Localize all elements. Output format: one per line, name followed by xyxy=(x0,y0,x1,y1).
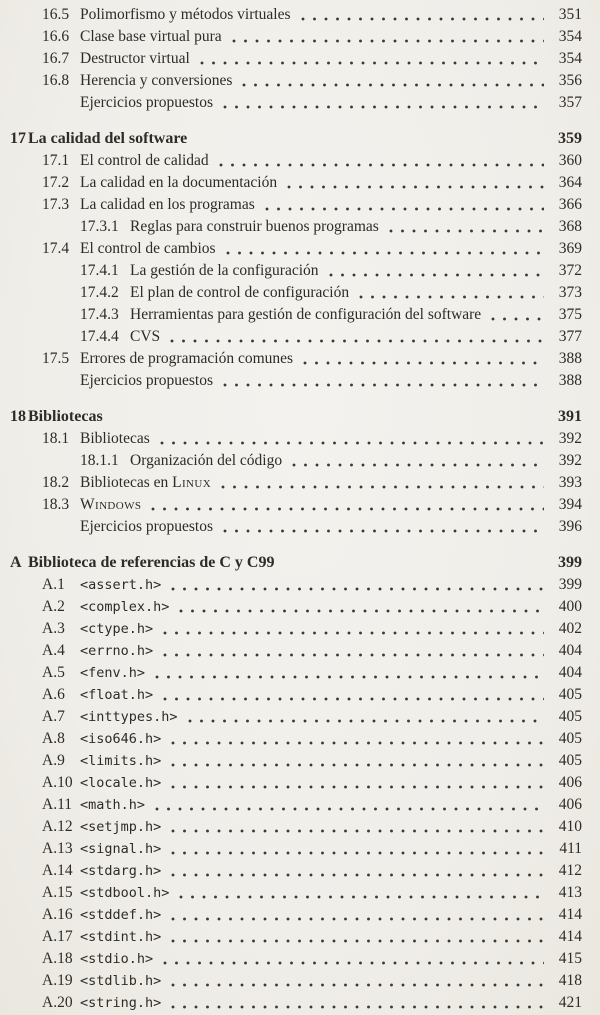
entry-page-number: 406 xyxy=(558,774,582,791)
dot-leader xyxy=(169,772,544,794)
toc-entry-row xyxy=(0,494,582,516)
entry-title-part: Ejercicios propuestos xyxy=(80,372,214,389)
entry-title xyxy=(80,472,211,494)
entry-title-part: Ejercicios propuestos xyxy=(80,518,214,535)
toc-entry-row xyxy=(0,860,582,882)
entry-number: A.13 xyxy=(42,840,73,857)
spacer xyxy=(195,128,544,150)
toc-entry-row xyxy=(0,772,582,794)
entry-page-number: 369 xyxy=(558,240,582,257)
toc-entry-row xyxy=(0,662,582,684)
dot-leader xyxy=(240,70,544,92)
entry-number: A.17 xyxy=(42,928,73,945)
entry-page-number: 414 xyxy=(558,906,582,923)
entry-number: 17.1 xyxy=(42,152,70,169)
entry-number: A.4 xyxy=(42,642,65,659)
entry-number: A.19 xyxy=(42,972,73,989)
entry-title-part: Linux xyxy=(172,474,212,491)
entry-title-part: Herramientas para gestión de configuración del software xyxy=(130,306,482,323)
toc-entry-row xyxy=(0,970,582,992)
chapter-page-number: 399 xyxy=(558,554,582,571)
entry-title xyxy=(80,640,153,662)
dot-leader xyxy=(161,948,544,970)
entry-title-part: <ctype.h> xyxy=(80,621,154,637)
entry-number: 16.6 xyxy=(42,28,70,45)
entry-page-number: 354 xyxy=(558,50,582,67)
entry-number: A.7 xyxy=(42,708,65,725)
chapter-page-number: 391 xyxy=(558,408,582,425)
entry-page-number: 388 xyxy=(558,372,582,389)
entry-page-number: 360 xyxy=(558,152,582,169)
toc-entry-row xyxy=(0,92,582,114)
entry-title-part: Herencia y conversiones xyxy=(80,72,233,89)
entry-page-number: 404 xyxy=(558,664,582,681)
chapter-number: 18 xyxy=(10,408,26,425)
entry-title xyxy=(80,70,232,92)
entry-page-number: 354 xyxy=(558,28,582,45)
toc-entry-row xyxy=(0,640,582,662)
entry-number: 16.8 xyxy=(42,72,70,89)
entry-page-number: 404 xyxy=(558,642,582,659)
entry-title-part: Destructor virtual xyxy=(80,50,190,67)
dot-leader xyxy=(387,216,544,238)
dot-leader xyxy=(169,838,544,860)
dot-leader xyxy=(177,882,544,904)
toc-entry-row xyxy=(0,326,582,348)
entry-page-number: 411 xyxy=(559,840,582,857)
entry-number: 17.2 xyxy=(42,174,70,191)
chapter-number: A xyxy=(10,554,22,571)
entry-number: 18.1 xyxy=(42,430,70,447)
entry-title-part: <iso646.h> xyxy=(80,731,162,747)
dot-leader xyxy=(169,816,544,838)
entry-title-part: <locale.h> xyxy=(80,775,162,791)
dot-leader xyxy=(169,750,544,772)
entry-title-part: El control de calidad xyxy=(80,152,209,169)
dot-leader xyxy=(169,904,544,926)
dot-leader xyxy=(221,370,544,392)
entry-number: A.2 xyxy=(42,598,65,615)
entry-page-number: 399 xyxy=(558,576,582,593)
entry-title xyxy=(80,4,291,26)
entry-title xyxy=(80,172,277,194)
entry-number: A.12 xyxy=(42,818,73,835)
toc-chapter-row xyxy=(0,128,582,150)
entry-number: 18.3 xyxy=(42,496,70,513)
dot-leader xyxy=(221,92,544,114)
dot-leader xyxy=(290,450,544,472)
entry-title xyxy=(80,926,161,948)
toc-entry-row xyxy=(0,238,582,260)
entry-title xyxy=(80,150,209,172)
entry-number: A.9 xyxy=(42,752,65,769)
entry-page-number: 368 xyxy=(558,218,582,235)
entry-title xyxy=(80,948,153,970)
toc-entry-row xyxy=(0,794,582,816)
entry-title xyxy=(130,326,160,348)
entry-title-part: <string.h> xyxy=(80,995,162,1011)
toc-entry-row xyxy=(0,370,582,392)
toc-entry-row xyxy=(0,4,582,26)
dot-leader xyxy=(357,282,544,304)
entry-title xyxy=(130,282,349,304)
entry-page-number: 393 xyxy=(558,474,582,491)
entry-title xyxy=(80,494,141,516)
dot-leader xyxy=(299,4,544,26)
dot-leader xyxy=(161,618,544,640)
entry-page-number: 388 xyxy=(558,350,582,367)
entry-title-part: <stdarg.h> xyxy=(80,863,162,879)
entry-title xyxy=(80,970,161,992)
chapter-page-number: 359 xyxy=(558,130,582,147)
dot-leader xyxy=(169,992,544,1014)
entry-title-part: <setjmp.h> xyxy=(80,819,162,835)
entry-title xyxy=(80,618,153,640)
entry-title-part: Bibliotecas xyxy=(80,430,150,447)
entry-number: A.6 xyxy=(42,686,65,703)
entry-title xyxy=(80,194,255,216)
entry-number: 18.1.1 xyxy=(80,452,119,469)
entry-page-number: 356 xyxy=(558,72,582,89)
dot-leader xyxy=(153,662,544,684)
entry-title xyxy=(80,516,213,538)
entry-title-part: <stddef.h> xyxy=(80,907,162,923)
entry-title xyxy=(80,574,161,596)
toc-entry-row xyxy=(0,304,582,326)
entry-number: 17.3.1 xyxy=(80,218,119,235)
dot-leader xyxy=(169,926,544,948)
entry-page-number: 373 xyxy=(558,284,582,301)
entry-number: 17.4.2 xyxy=(80,284,119,301)
entry-title-part: Clase base virtual pura xyxy=(80,28,222,45)
entry-title xyxy=(80,904,161,926)
entry-title xyxy=(80,684,153,706)
toc-entry-row xyxy=(0,450,582,472)
toc-entry-row xyxy=(0,260,582,282)
toc xyxy=(0,4,582,1014)
entry-title xyxy=(80,596,169,618)
toc-entry-row xyxy=(0,70,582,92)
entry-page-number: 402 xyxy=(558,620,582,637)
entry-title xyxy=(80,728,161,750)
toc-entry-row xyxy=(0,816,582,838)
chapter-title: La calidad del software xyxy=(28,130,188,147)
entry-title-part: <math.h> xyxy=(80,797,146,813)
toc-entry-row xyxy=(0,728,582,750)
entry-title-part: <errno.h> xyxy=(80,643,154,659)
entry-title xyxy=(80,428,150,450)
entry-page-number: 372 xyxy=(558,262,582,279)
entry-page-number: 351 xyxy=(558,6,582,23)
entry-title xyxy=(130,216,379,238)
entry-page-number: 405 xyxy=(558,686,582,703)
entry-page-number: 375 xyxy=(558,306,582,323)
entry-title xyxy=(80,370,213,392)
toc-entry-row xyxy=(0,684,582,706)
entry-title-part: <complex.h> xyxy=(80,599,170,615)
entry-title xyxy=(80,838,161,860)
entry-page-number: 394 xyxy=(558,496,582,513)
entry-title-part: CVS xyxy=(130,328,161,345)
entry-title-part: <stdlib.h> xyxy=(80,973,162,989)
entry-number: 17.4 xyxy=(42,240,70,257)
entry-title-part: <float.h> xyxy=(80,687,154,703)
entry-title xyxy=(80,48,190,70)
entry-page-number: 421 xyxy=(558,994,582,1011)
entry-number: A.14 xyxy=(42,862,73,879)
entry-page-number: 400 xyxy=(558,598,582,615)
entry-title-part: <signal.h> xyxy=(80,841,162,857)
toc-entry-row xyxy=(0,150,582,172)
dot-leader xyxy=(186,706,544,728)
entry-page-number: 357 xyxy=(558,94,582,111)
entry-number: 18.2 xyxy=(42,474,70,491)
entry-number: A.18 xyxy=(42,950,73,967)
toc-entry-row xyxy=(0,882,582,904)
entry-page-number: 410 xyxy=(558,818,582,835)
toc-entry-row xyxy=(0,750,582,772)
entry-page-number: 396 xyxy=(558,518,582,535)
toc-chapter-row xyxy=(0,406,582,428)
entry-number: A.16 xyxy=(42,906,73,923)
dot-leader xyxy=(285,172,544,194)
spacer xyxy=(282,552,544,574)
dot-leader xyxy=(177,596,544,618)
entry-title-part: <stdint.h> xyxy=(80,929,162,945)
dot-leader xyxy=(217,150,544,172)
entry-title xyxy=(130,260,319,282)
dot-leader xyxy=(169,574,544,596)
entry-title xyxy=(80,772,161,794)
toc-entry-row xyxy=(0,838,582,860)
entry-page-number: 405 xyxy=(558,752,582,769)
toc-entry-row xyxy=(0,428,582,450)
entry-title-part: <assert.h> xyxy=(80,577,162,593)
entry-title-part: El plan de control de configuración xyxy=(130,284,350,301)
entry-title-part: Organización del código xyxy=(130,452,283,469)
entry-title-part: El control de cambios xyxy=(80,240,216,257)
toc-entry-row xyxy=(0,472,582,494)
entry-title-part: Ejercicios propuestos xyxy=(80,94,214,111)
toc-entry-row xyxy=(0,216,582,238)
entry-title xyxy=(80,92,213,114)
entry-page-number: 366 xyxy=(558,196,582,213)
entry-title xyxy=(80,26,222,48)
toc-entry-row xyxy=(0,172,582,194)
dot-leader xyxy=(224,238,544,260)
entry-title xyxy=(80,816,161,838)
toc-entry-row xyxy=(0,194,582,216)
dot-leader xyxy=(161,684,544,706)
entry-title-part: <limits.h> xyxy=(80,753,162,769)
entry-number: A.3 xyxy=(42,620,65,637)
dot-leader xyxy=(169,860,544,882)
entry-page-number: 405 xyxy=(558,708,582,725)
entry-number: A.10 xyxy=(42,774,73,791)
entry-page-number: 377 xyxy=(558,328,582,345)
entry-number: 17.4.4 xyxy=(80,328,119,345)
chapter-number: 17 xyxy=(10,130,26,147)
entry-number: 17.3 xyxy=(42,196,70,213)
entry-title xyxy=(80,662,145,684)
entry-page-number: 418 xyxy=(558,972,582,989)
entry-title-part: <fenv.h> xyxy=(80,665,146,681)
dot-leader xyxy=(230,26,544,48)
entry-title xyxy=(80,348,293,370)
toc-entry-row xyxy=(0,618,582,640)
entry-title-part: Bibliotecas en xyxy=(80,474,173,491)
entry-page-number: 412 xyxy=(558,862,582,879)
entry-title-part: Errores de programación comunes xyxy=(80,350,294,367)
toc-entry-row xyxy=(0,574,582,596)
toc-entry-row xyxy=(0,904,582,926)
entry-title-part: <inttypes.h> xyxy=(80,709,178,725)
entry-title xyxy=(80,706,178,728)
toc-entry-row xyxy=(0,348,582,370)
dot-leader xyxy=(158,428,544,450)
chapter-title: Biblioteca de referencias de C y C99 xyxy=(28,554,275,571)
entry-title xyxy=(80,750,161,772)
entry-title-part: <stdio.h> xyxy=(80,951,154,967)
dot-leader xyxy=(169,728,544,750)
spacer xyxy=(111,406,544,428)
entry-title-part: Windows xyxy=(80,496,142,513)
entry-number: 16.7 xyxy=(42,50,70,67)
dot-leader xyxy=(169,970,544,992)
entry-title xyxy=(80,860,161,882)
toc-entry-row xyxy=(0,948,582,970)
entry-number: A.11 xyxy=(42,796,72,813)
entry-title xyxy=(80,238,216,260)
entry-number: A.1 xyxy=(42,576,65,593)
entry-page-number: 364 xyxy=(558,174,582,191)
entry-title xyxy=(130,304,481,326)
dot-leader xyxy=(149,494,544,516)
entry-number: A.5 xyxy=(42,664,65,681)
entry-number: 17.4.1 xyxy=(80,262,119,279)
entry-number: A.8 xyxy=(42,730,65,747)
entry-page-number: 405 xyxy=(558,730,582,747)
dot-leader xyxy=(221,516,544,538)
entry-title xyxy=(80,992,161,1014)
toc-entry-row xyxy=(0,282,582,304)
entry-page-number: 406 xyxy=(558,796,582,813)
entry-page-number: 414 xyxy=(558,928,582,945)
entry-title xyxy=(80,882,169,904)
entry-number: A.20 xyxy=(42,994,73,1011)
entry-title-part: La gestión de la configuración xyxy=(130,262,319,279)
dot-leader xyxy=(198,48,544,70)
dot-leader xyxy=(161,640,544,662)
entry-page-number: 392 xyxy=(558,452,582,469)
toc-entry-row xyxy=(0,516,582,538)
entry-title xyxy=(80,794,145,816)
toc-entry-row xyxy=(0,596,582,618)
entry-title-part: Polimorfismo y métodos virtuales xyxy=(80,6,291,23)
chapter-title: Bibliotecas xyxy=(28,408,103,425)
entry-page-number: 413 xyxy=(558,884,582,901)
dot-leader xyxy=(168,326,544,348)
entry-page-number: 392 xyxy=(558,430,582,447)
entry-title-part: <stdbool.h> xyxy=(80,885,170,901)
toc-entry-row xyxy=(0,992,582,1014)
entry-number: 16.5 xyxy=(42,6,70,23)
entry-title-part: Reglas para construir buenos programas xyxy=(130,218,379,235)
toc-entry-row xyxy=(0,48,582,70)
dot-leader xyxy=(153,794,544,816)
entry-page-number: 415 xyxy=(558,950,582,967)
dot-leader xyxy=(489,304,544,326)
dot-leader xyxy=(327,260,544,282)
dot-leader xyxy=(263,194,544,216)
entry-title xyxy=(130,450,282,472)
dot-leader xyxy=(219,472,544,494)
entry-title-part: La calidad en la documentación xyxy=(80,174,278,191)
toc-entry-row xyxy=(0,26,582,48)
toc-chapter-row xyxy=(0,552,582,574)
toc-entry-row xyxy=(0,926,582,948)
entry-title-part: La calidad en los programas xyxy=(80,196,255,213)
toc-entry-row xyxy=(0,706,582,728)
entry-number: 17.5 xyxy=(42,350,70,367)
entry-number: A.15 xyxy=(42,884,73,901)
entry-number: 17.4.3 xyxy=(80,306,119,323)
dot-leader xyxy=(301,348,544,370)
